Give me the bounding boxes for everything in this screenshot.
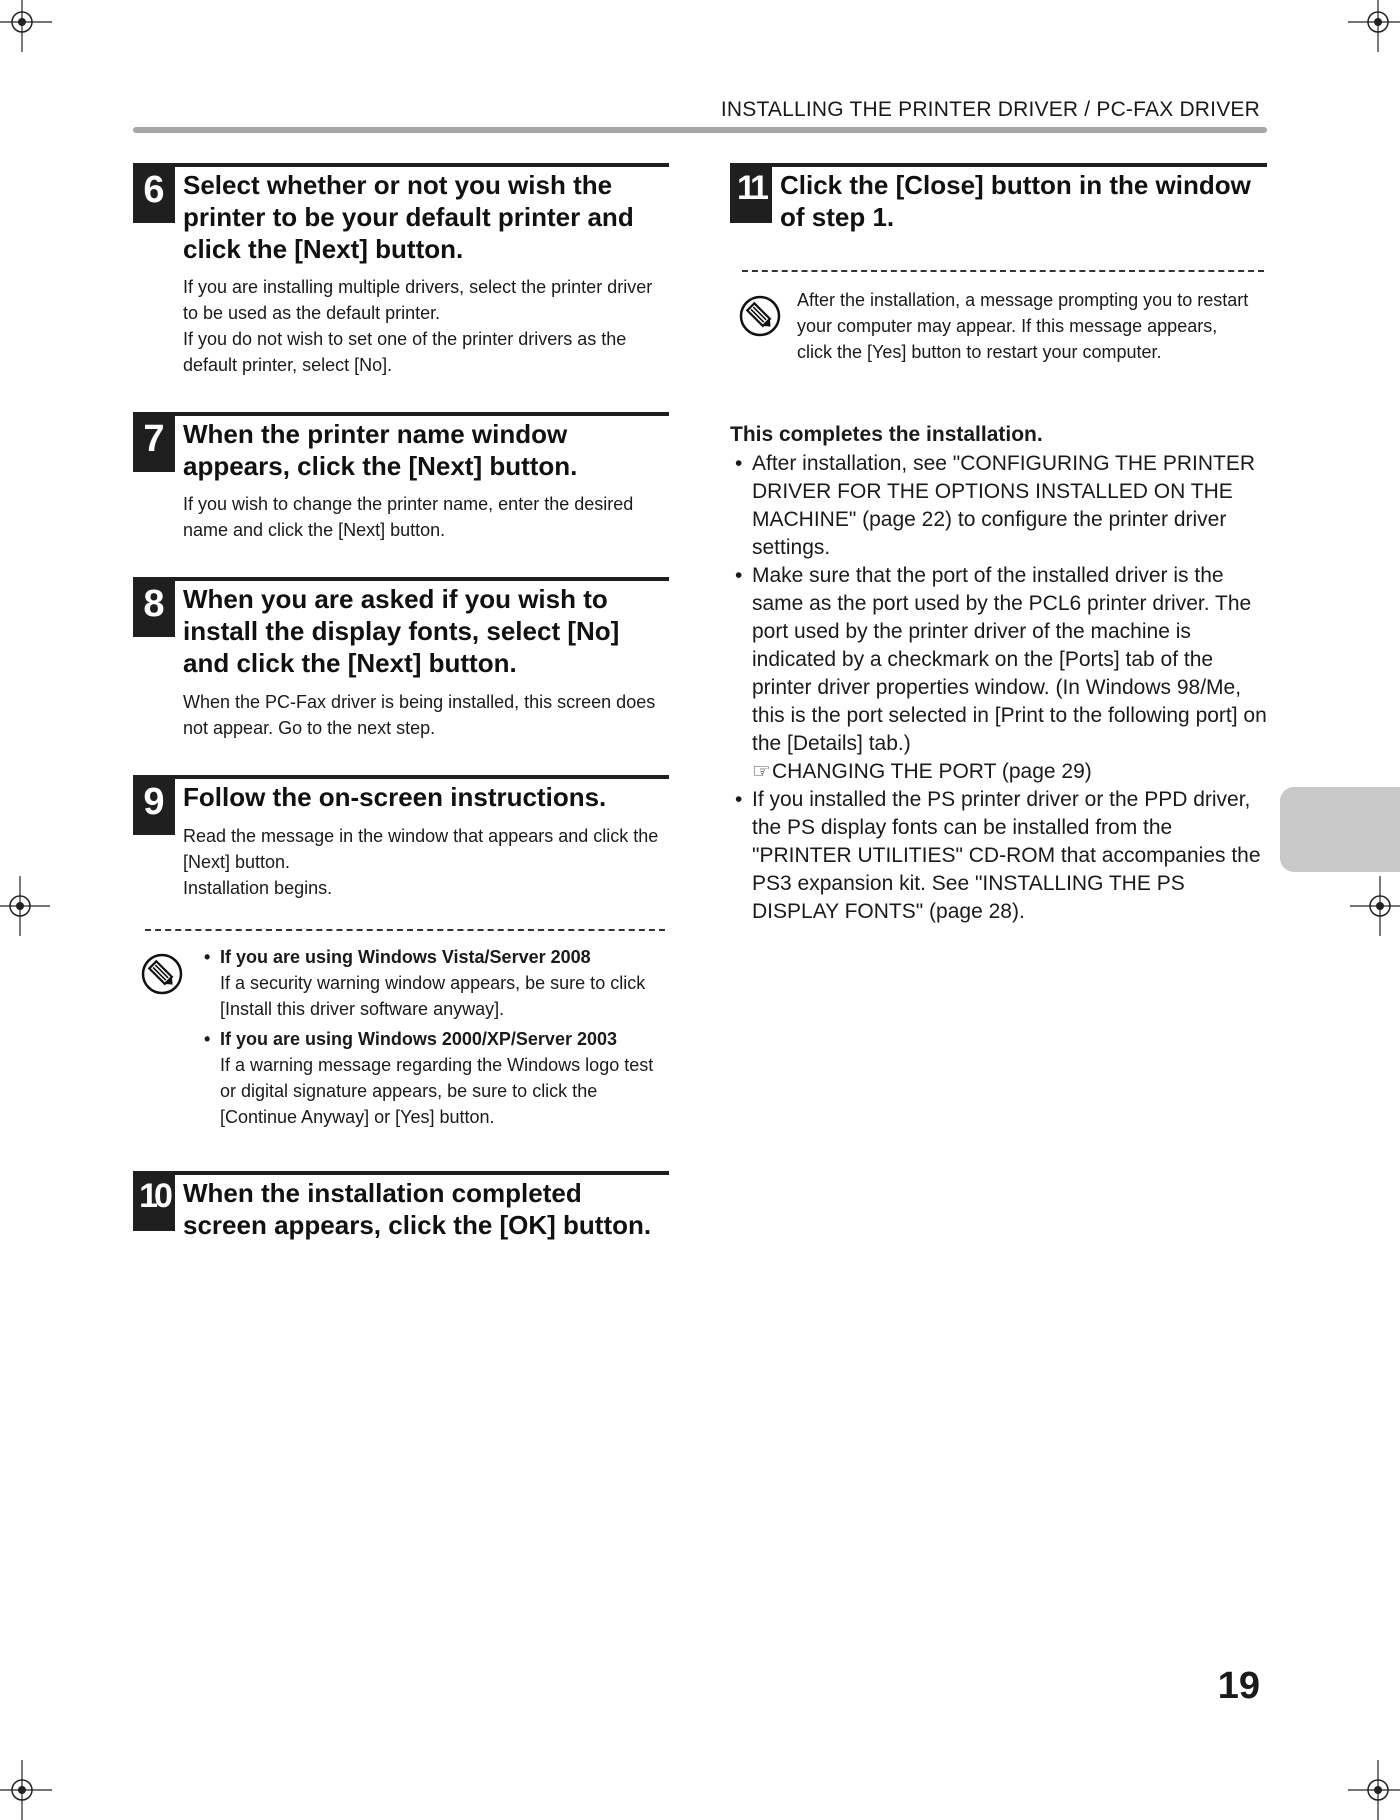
- page-number: 19: [1217, 1665, 1260, 1707]
- step-heading: Select whether or not you wish the printer to be your default printer and click the [Next] button.: [183, 170, 634, 264]
- step-heading: Follow the on-screen instructions.: [183, 782, 607, 812]
- step-10: [133, 1171, 669, 1251]
- pointing-hand-icon: ☞: [752, 760, 771, 783]
- step-description: If you wish to change the printer name, enter the desired name and click the [Next] button.: [183, 494, 634, 540]
- pencil-note-icon: [140, 952, 184, 996]
- note-item: [204, 944, 669, 1022]
- step-number-badge: 10: [133, 1171, 175, 1231]
- step-rule: [133, 163, 669, 167]
- step-heading: When the installation completed screen appears, click the [OK] button.: [183, 1178, 652, 1240]
- step-description: If you are installing multiple drivers, select the printer driver to be used as the default printer. If you do not wish to set one of the printer drivers as the default printer, select [No].: [183, 277, 653, 375]
- registration-mark-mid-right: [1350, 876, 1400, 936]
- note-item-title: If you are using Windows Vista/Server 2008: [220, 947, 591, 967]
- completion-bullet: [735, 562, 1270, 786]
- step-number-badge: 7: [133, 412, 175, 472]
- step-rule: [133, 412, 669, 416]
- note-item-body: If a warning message regarding the Windows logo test or digital signature appears, be sure to click the [Continue Anyway] or [Yes] button.: [220, 1055, 654, 1127]
- bullet: •: [735, 564, 743, 587]
- note-item-title: If you are using Windows 2000/XP/Server 2003: [220, 1029, 618, 1049]
- cross-reference-text: CHANGING THE PORT (page 29): [772, 760, 1092, 783]
- step-heading: Click the [Close] button in the window of step 1.: [780, 170, 1251, 232]
- completion-title: This completes the installation.: [730, 423, 1043, 446]
- completion-bullet-list: [735, 450, 1270, 926]
- registration-mark-top-right: [1348, 0, 1400, 52]
- bullet: •: [735, 788, 743, 811]
- note-item: [204, 1026, 669, 1130]
- step-rule: [133, 1171, 669, 1175]
- step-number-badge: 11: [730, 163, 772, 223]
- header-rule: [133, 127, 1267, 133]
- step-heading: When you are asked if you wish to install the display fonts, select [No] and click the [Next] button.: [183, 584, 620, 678]
- completion-bullet-text: Make sure that the port of the installed driver is the same as the port used by the PCL6 printer driver. The port used by the printer driver of the machine is indicated by a checkmark on the [Ports] tab of the printer driver properties window. (In Windows 98/Me, this is the port selected in [Print to the following port] on the [Details] tab.): [752, 564, 1267, 755]
- step-11-note-text: After the installation, a message prompting you to restart your computer may appear. If this message appears, click the [Yes] button to restart your computer.: [797, 290, 1249, 362]
- completion-bullet-text: After installation, see "CONFIGURING THE PRINTER DRIVER FOR THE OPTIONS INSTALLED ON THE MACHINE" (page 22) to configure the printer driver settings.: [752, 452, 1256, 559]
- step-number-badge: 6: [133, 163, 175, 223]
- step-number-badge: 9: [133, 775, 175, 835]
- step-rule: [730, 163, 1267, 167]
- completion-bullet-text: If you installed the PS printer driver or the PPD driver, the PS display fonts can be installed from the "PRINTER UTILITIES" CD-ROM that accompanies the PS3 expansion kit. See "INSTALLING THE PS DISPLAY FONTS" (page 28).: [752, 788, 1261, 923]
- step-9: [133, 775, 669, 915]
- completion-bullet: [735, 786, 1270, 926]
- note-item-body: If a security warning window appears, be sure to click [Install this driver software anyway].: [220, 973, 646, 1019]
- step-heading: When the printer name window appears, click the [Next] button.: [183, 419, 578, 481]
- step-8: [133, 577, 669, 747]
- completion-bullet: [735, 450, 1270, 562]
- step-7: [133, 412, 669, 552]
- running-header: INSTALLING THE PRINTER DRIVER / PC-FAX DRIVER: [720, 98, 1260, 121]
- registration-mark-mid-left: [0, 876, 50, 936]
- cross-reference-link[interactable]: [752, 758, 1270, 786]
- bullet: •: [204, 947, 211, 967]
- chapter-side-tab: [1280, 787, 1400, 872]
- note-divider: [742, 270, 1264, 272]
- step-description: When the PC-Fax driver is being installed, this screen does not appear. Go to the next step.: [183, 692, 656, 738]
- step-rule: [133, 775, 669, 779]
- step-11: [730, 163, 1267, 243]
- bullet: •: [204, 1029, 211, 1049]
- step-description: Read the message in the window that appears and click the [Next] button. Installation begins.: [183, 826, 659, 898]
- note-divider: [145, 929, 665, 931]
- pencil-note-icon: [738, 294, 782, 338]
- step-6: [133, 163, 669, 383]
- bullet: •: [735, 452, 743, 475]
- step-9-note-list: [204, 944, 669, 1134]
- registration-mark-bottom-right: [1348, 1760, 1400, 1820]
- step-rule: [133, 577, 669, 581]
- registration-mark-bottom-left: [0, 1760, 52, 1820]
- step-number-badge: 8: [133, 577, 175, 637]
- registration-mark-top-left: [0, 0, 52, 52]
